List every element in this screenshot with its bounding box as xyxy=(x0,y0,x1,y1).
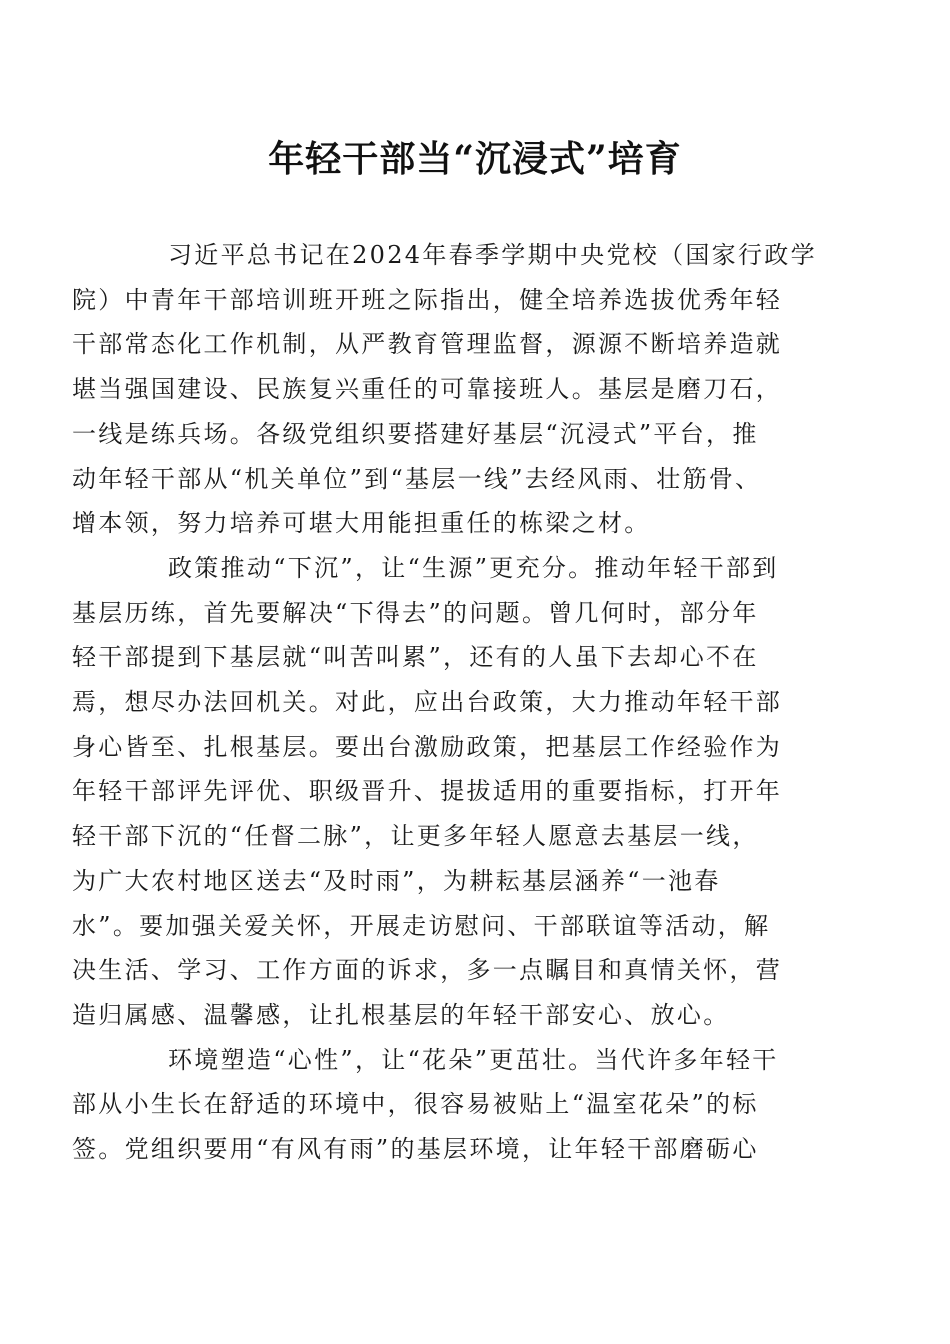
text-line: 签。党组织要用“有风有雨”的基层环境，让年轻干部磨砺心 xyxy=(72,1135,759,1164)
text-line: 焉，想尽办法回机关。对此，应出台政策，大力推动年轻干部 xyxy=(72,688,783,717)
text-line: 水”。要加强关爱关怀，开展走访慰问、干部联谊等活动，解 xyxy=(72,911,771,940)
text-line: 造归属感、温馨感，让扎根基层的年轻干部安心、放心。 xyxy=(72,1000,730,1029)
paragraph-1 xyxy=(72,233,832,546)
text-line: 身心皆至、扎根基层。要出台激励政策，把基层工作经验作为 xyxy=(72,732,783,761)
document-title: 年轻干部当“沉浸式”培育 xyxy=(268,138,682,180)
text-line: 为广大农村地区送去“及时雨”，为耕耘基层涵养“一池春 xyxy=(72,866,721,895)
text-line: 基层历练，首先要解决“下得去”的问题。曾几何时，部分年 xyxy=(72,598,759,627)
text-line: 政策推动“下沉”，让“生源”更充分。推动年轻干部到 xyxy=(168,553,779,582)
text-line: 院）中青年干部培训班开班之际指出，健全培养选拔优秀年轻 xyxy=(72,285,783,314)
text-line: 一线是练兵场。各级党组织要搭建好基层“沉浸式”平台，推 xyxy=(72,419,759,448)
paragraph-3 xyxy=(72,1038,832,1172)
text-line: 习近平总书记在2024年春季学期中央党校（国家行政学 xyxy=(168,241,817,269)
text-line: 轻干部提到下基层就“叫苦叫累”，还有的人虽下去却心不在 xyxy=(72,643,759,672)
text-line: 动年轻干部从“机关单位”到“基层一线”去经风雨、壮筋骨、 xyxy=(72,464,762,493)
text-line: 轻干部下沉的“任督二脉”，让更多年轻人愿意去基层一线， xyxy=(72,822,759,851)
paragraph-2 xyxy=(72,546,832,1038)
text-line: 干部常态化工作机制，从严教育管理监督，源源不断培养造就 xyxy=(72,330,783,359)
text-line: 堪当强国建设、民族复兴重任的可靠接班人。基层是磨刀石， xyxy=(72,375,783,404)
text-line: 部从小生长在舒适的环境中，很容易被贴上“温室花朵”的标 xyxy=(72,1090,759,1119)
text-line: 环境塑造“心性”，让“花朵”更茁壮。当代许多年轻干 xyxy=(168,1045,779,1074)
document-body xyxy=(72,233,832,1172)
text-line: 年轻干部评先评优、职级晋升、提拔适用的重要指标，打开年 xyxy=(72,777,783,806)
text-line: 增本领，努力培养可堪大用能担重任的栋梁之材。 xyxy=(72,509,651,538)
text-line: 决生活、学习、工作方面的诉求，多一点瞩目和真情关怀，营 xyxy=(72,956,783,985)
